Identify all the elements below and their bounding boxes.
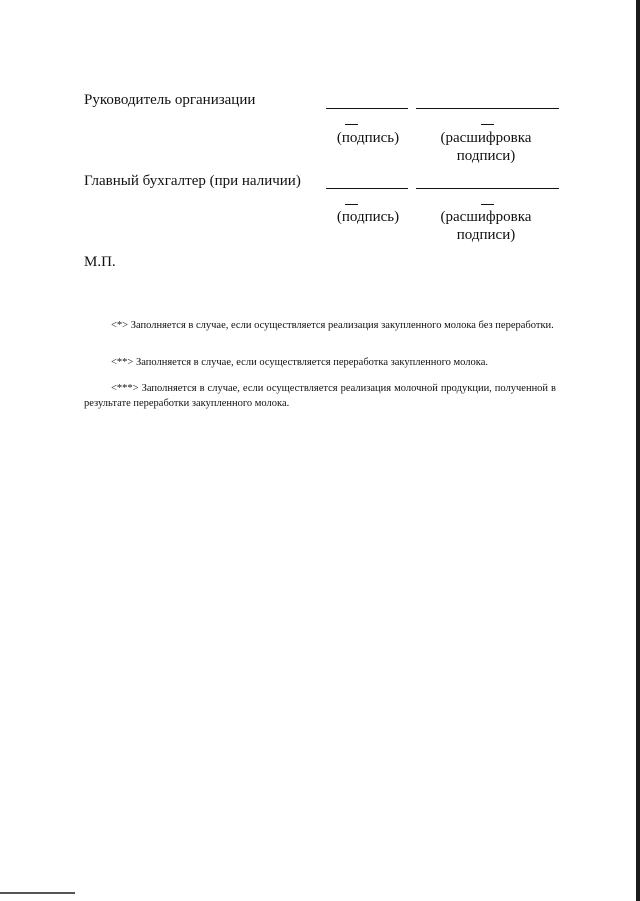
head-name-tick — [481, 124, 494, 125]
page-edge — [636, 0, 640, 901]
head-signature-tick — [345, 124, 358, 125]
footnote-1: <*> Заполняется в случае, если осуществляется реализация закупленного молока без переработки. — [111, 320, 554, 331]
head-name-caption-line1: (расшифровка — [440, 130, 532, 146]
accountant-name-caption-line2: подписи) — [456, 227, 516, 243]
accountant-name-line — [416, 188, 559, 189]
footnote-2: <**> Заполняется в случае, если осуществляется переработка закупленного молока. — [111, 357, 489, 368]
head-of-organization-label: Руководитель организации — [84, 92, 256, 108]
chief-accountant-label: Главный бухгалтер (при наличии) — [84, 173, 301, 189]
accountant-signature-caption: (подпись) — [336, 209, 400, 225]
accountant-name-caption-line1: (расшифровка — [440, 209, 532, 225]
accountant-signature-line — [326, 188, 408, 189]
head-name-line — [416, 108, 559, 109]
scan-edge-mark — [0, 892, 75, 894]
head-signature-line — [326, 108, 408, 109]
accountant-name-tick — [481, 204, 494, 205]
accountant-signature-tick — [345, 204, 358, 205]
head-signature-caption: (подпись) — [336, 130, 400, 146]
stamp-place-label: М.П. — [84, 254, 116, 270]
footnote-3: <***> Заполняется в случае, если осуществляется реализация молочной продукции, полученной в результате переработки закупленного молока. — [84, 383, 556, 409]
head-name-caption-line2: подписи) — [456, 148, 516, 164]
